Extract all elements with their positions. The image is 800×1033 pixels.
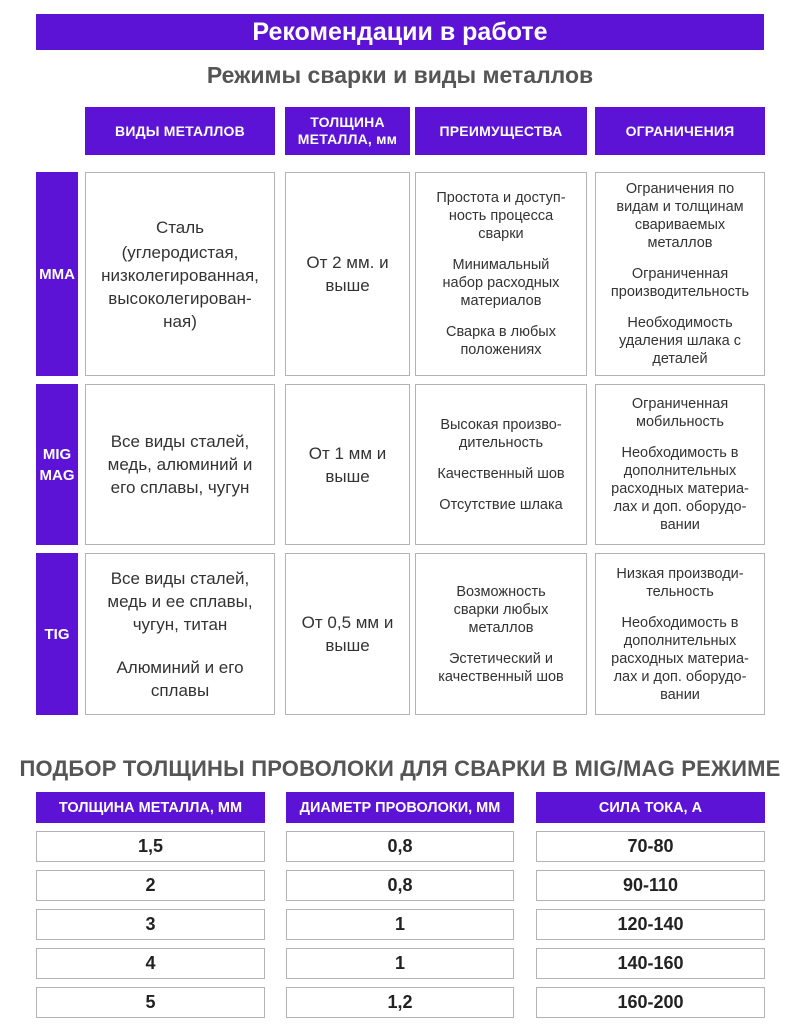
limitation-line: вании	[660, 517, 700, 533]
advantage-line: Сварка в любых	[446, 324, 556, 340]
wire-cell-current: 70-80	[536, 831, 765, 862]
tig-limitation-item	[611, 614, 749, 704]
tig-limitation-item	[616, 565, 743, 601]
migmag-thickness-line: выше	[325, 466, 370, 486]
mode-label-tig	[36, 553, 78, 715]
limitation-line: Ограничения по	[625, 181, 735, 197]
tig-advantage-item	[438, 650, 564, 686]
wire-cell-thickness: 5	[36, 987, 265, 1018]
mma-limitation-item	[619, 314, 741, 368]
migmag-thickness-cell	[285, 384, 410, 545]
tig-metals-item	[107, 567, 252, 636]
mode-label-mag-text: MAG	[39, 466, 75, 484]
tig-metals-line: чугун, титан	[132, 614, 228, 634]
tig-thickness-cell	[285, 553, 410, 715]
mma-thickness-line: От 2 мм. и	[306, 253, 389, 272]
header-limitations-label: ОГРАНИЧЕНИЯ	[625, 122, 735, 139]
limitation-line: расходных материа-	[611, 650, 749, 667]
advantage-line: Простота и доступ-	[436, 190, 566, 206]
wire-section-title: ПОДБОР ТОЛЩИНЫ ПРОВОЛОКИ ДЛЯ СВАРКИ В MIG/MAG РЕЖИМЕ	[19, 756, 781, 781]
wire-cell-diameter: 0,8	[286, 831, 514, 862]
limitation-line: Необходимость в	[621, 445, 739, 461]
wire-cell-current: 160-200	[536, 987, 765, 1018]
header-thickness-line2: МЕТАЛЛА, мм	[297, 131, 398, 147]
header-limitations	[595, 107, 765, 155]
section-subtitle: Режимы сварки и виды металлов	[206, 62, 594, 88]
advantage-line: набор расходных	[442, 275, 560, 291]
wire-header-diameter-label: ДИАМЕТР ПРОВОЛОКИ, ММ	[299, 799, 501, 816]
migmag-advantage-item	[440, 416, 561, 452]
limitation-line: деталей	[652, 351, 708, 367]
limitation-line: расходных материа-	[611, 481, 749, 497]
tig-limitations-cell	[595, 553, 765, 715]
mma-limitations-cell	[595, 172, 765, 376]
mma-thickness-line: выше	[325, 276, 370, 295]
wire-cell-current: 120-140	[536, 909, 765, 940]
mode-label-tig-text: TIG	[44, 625, 70, 643]
header-advantages-label: ПРЕИМУЩЕСТВА	[439, 122, 563, 139]
wire-header-current	[536, 792, 765, 823]
header-thickness-line1: ТОЛЩИНА	[310, 114, 385, 130]
migmag-limitation-item	[611, 444, 749, 534]
advantage-line: Отсутствие шлака	[439, 496, 563, 513]
migmag-metals-line: медь, алюминий и	[107, 455, 253, 474]
advantage-line: Эстетический и	[448, 650, 553, 667]
mma-thickness-cell	[285, 172, 410, 376]
mode-label-mma-text: MMA	[39, 265, 75, 283]
migmag-advantages-cell	[415, 384, 587, 545]
wire-header-diameter	[286, 792, 514, 823]
wire-cell-diameter: 1	[286, 948, 514, 979]
migmag-advantage-item	[439, 496, 562, 514]
tig-advantage-item	[454, 583, 549, 637]
wire-header-current-label: СИЛА ТОКА, А	[598, 799, 703, 816]
migmag-advantage-item	[437, 465, 564, 483]
limitation-line: свариваемых	[634, 217, 726, 233]
migmag-limitations-cell	[595, 384, 765, 545]
mma-metals-line: низколегированная,	[101, 265, 259, 285]
advantage-line: Минимальный	[452, 257, 550, 273]
header-metals	[85, 107, 275, 155]
wire-cell-diameter: 0,8	[286, 870, 514, 901]
mma-metals-line: ная)	[163, 311, 197, 331]
wire-cell-current: 90-110	[536, 870, 765, 901]
limitation-line: Необходимость в	[621, 614, 739, 631]
wire-cell-thickness: 4	[36, 948, 265, 979]
advantage-line: Качественный шов	[437, 465, 565, 482]
advantage-line: дительность	[458, 434, 544, 451]
mode-label-mma	[36, 172, 78, 376]
limitation-line: дополнительных	[623, 463, 737, 479]
advantage-line: металлов	[468, 619, 534, 636]
page-title-banner	[36, 14, 764, 50]
mma-metals-line: высоколегирован-	[108, 288, 252, 308]
limitation-line: производительность	[610, 284, 750, 300]
tig-metals-line: сплавы	[150, 680, 210, 700]
wire-header-thickness	[36, 792, 265, 823]
migmag-limitation-item	[632, 395, 728, 431]
limitation-line: вании	[660, 686, 700, 703]
limitation-line: Низкая производи-	[616, 565, 744, 582]
wire-cell-thickness: 1,5	[36, 831, 265, 862]
mma-advantage-item	[436, 189, 565, 243]
mma-limitation-item	[611, 265, 749, 301]
header-advantages	[415, 107, 587, 155]
mode-label-migmag	[36, 384, 78, 545]
header-metals-label: ВИДЫ МЕТАЛЛОВ	[115, 122, 245, 139]
mode-label-mig-text: MIG	[42, 445, 72, 463]
wire-cell-thickness: 2	[36, 870, 265, 901]
limitation-line: Ограниченная	[631, 396, 729, 412]
header-thickness	[285, 107, 410, 155]
limitation-line: металлов	[647, 235, 713, 251]
advantage-line: качественный шов	[438, 668, 564, 685]
limitation-line: видам и толщинам	[616, 199, 744, 215]
mma-metals-line: (углеродистая,	[121, 242, 239, 262]
mma-metals-line: Сталь	[155, 217, 205, 237]
wire-cell-current: 140-160	[536, 948, 765, 979]
migmag-metals-line: Все виды сталей,	[110, 432, 250, 451]
tig-metals-line: Алюминий и его	[116, 657, 244, 677]
wire-header-thickness-label: ТОЛЩИНА МЕТАЛЛА, ММ	[58, 799, 243, 816]
wire-cell-thickness: 3	[36, 909, 265, 940]
limitation-line: дополнительных	[623, 632, 737, 649]
advantage-line: Возможность	[456, 583, 546, 600]
limitation-line: мобильность	[636, 414, 724, 430]
tig-advantages-cell	[415, 553, 587, 715]
migmag-thickness-line: От 1 мм и	[308, 443, 387, 463]
migmag-metals-cell	[85, 384, 275, 545]
advantage-line: ность процесса	[448, 208, 554, 224]
limitation-line: лах и доп. оборудо-	[613, 499, 747, 515]
advantage-line: сварки любых	[453, 601, 549, 618]
mma-metals-cell	[85, 172, 275, 376]
tig-metals-item	[116, 656, 243, 702]
advantage-line: материалов	[460, 293, 542, 309]
limitation-line: Необходимость	[627, 315, 733, 331]
mma-advantage-item	[446, 323, 556, 359]
tig-metals-cell	[85, 553, 275, 715]
advantage-line: Высокая произво-	[440, 416, 562, 433]
migmag-metals-line: его сплавы, чугун	[110, 478, 250, 497]
wire-cell-diameter: 1,2	[286, 987, 514, 1018]
mma-limitation-item	[616, 180, 743, 252]
limitation-line: лах и доп. оборудо-	[613, 668, 747, 685]
limitation-line: тельность	[646, 583, 714, 600]
mma-advantage-item	[443, 256, 560, 310]
advantage-line: положениях	[460, 342, 542, 358]
tig-thickness-line: От 0,5 мм и	[301, 613, 394, 632]
mma-advantages-cell	[415, 172, 587, 376]
tig-thickness-line: выше	[325, 636, 370, 655]
limitation-line: Ограниченная	[631, 266, 729, 282]
wire-cell-diameter: 1	[286, 909, 514, 940]
page-title: Рекомендации в работе	[252, 17, 548, 46]
tig-metals-line: Все виды сталей,	[110, 568, 250, 588]
limitation-line: удаления шлака с	[619, 333, 741, 349]
tig-metals-line: медь и ее сплавы,	[107, 591, 253, 611]
advantage-line: сварки	[478, 226, 524, 242]
